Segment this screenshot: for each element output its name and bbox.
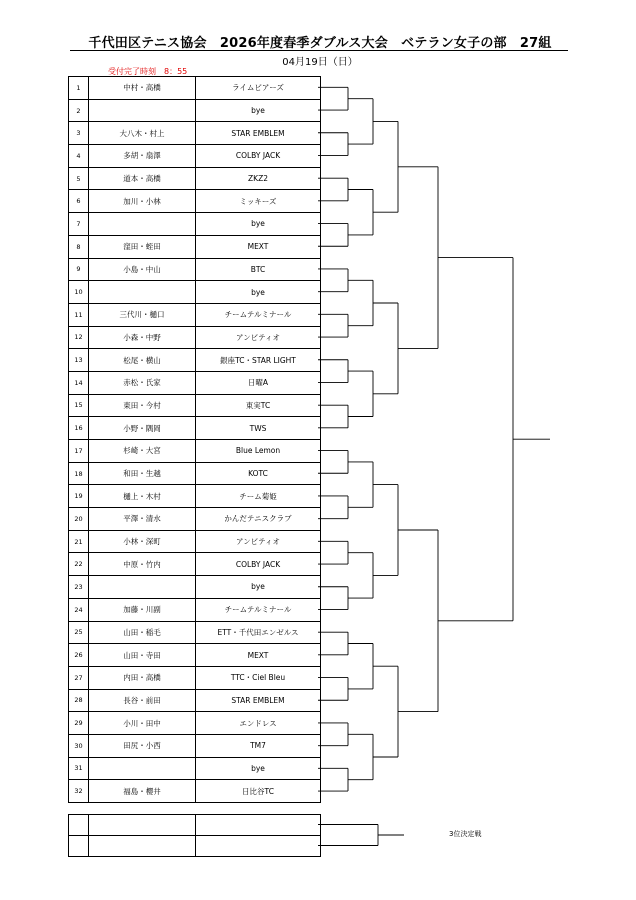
club-name: MEXT bbox=[196, 235, 321, 258]
slot-number: 18 bbox=[69, 462, 89, 485]
club-name: ライムビアーズ bbox=[196, 77, 321, 100]
slot-number: 21 bbox=[69, 530, 89, 553]
club-name: チーム菊姫 bbox=[196, 485, 321, 508]
club-name: エンドレス bbox=[196, 712, 321, 735]
player-names: 福島・櫻井 bbox=[89, 780, 196, 803]
player-names: 中村・高橋 bbox=[89, 77, 196, 100]
club-name: ZKZ2 bbox=[196, 167, 321, 190]
player-names: 小島・中山 bbox=[89, 258, 196, 281]
slot-number: 20 bbox=[69, 508, 89, 531]
slot-number: 5 bbox=[69, 167, 89, 190]
slot-number: 2 bbox=[69, 99, 89, 122]
player-names: 小川・田中 bbox=[89, 712, 196, 735]
slot-number: 17 bbox=[69, 440, 89, 463]
club-name: bye bbox=[196, 576, 321, 599]
player-names: 中原・竹内 bbox=[89, 553, 196, 576]
club-name: ミッキーズ bbox=[196, 190, 321, 213]
club-name: bye bbox=[196, 213, 321, 236]
slot-number: 32 bbox=[69, 780, 89, 803]
slot-number: 29 bbox=[69, 712, 89, 735]
player-names: 小森・中野 bbox=[89, 326, 196, 349]
slot-number: 12 bbox=[69, 326, 89, 349]
player-names: 三代川・樋口 bbox=[89, 303, 196, 326]
slot-number: 15 bbox=[69, 394, 89, 417]
slot-number: 19 bbox=[69, 485, 89, 508]
club-name: KOTC bbox=[196, 462, 321, 485]
club-name: ETT・千代田エンゼルス bbox=[196, 621, 321, 644]
player-names: 赤松・氏家 bbox=[89, 371, 196, 394]
club-name: COLBY JACK bbox=[196, 145, 321, 168]
player-names: 加藤・川副 bbox=[89, 598, 196, 621]
slot-number: 13 bbox=[69, 349, 89, 372]
slot-number: 1 bbox=[69, 77, 89, 100]
slot-number: 23 bbox=[69, 576, 89, 599]
player-names: 小野・隅岡 bbox=[89, 417, 196, 440]
player-names: 平澤・清水 bbox=[89, 508, 196, 531]
player-names: 山田・稲毛 bbox=[89, 621, 196, 644]
slot-number: 30 bbox=[69, 734, 89, 757]
player-names: 小林・深町 bbox=[89, 530, 196, 553]
player-names: 山田・寺田 bbox=[89, 644, 196, 667]
player-names: 大八木・村上 bbox=[89, 122, 196, 145]
club-name: チームテルミナール bbox=[196, 598, 321, 621]
slot-number: 27 bbox=[69, 666, 89, 689]
player-names: 加川・小林 bbox=[89, 190, 196, 213]
player-names: 和田・生越 bbox=[89, 462, 196, 485]
slot-number: 11 bbox=[69, 303, 89, 326]
club-name: かんだテニスクラブ bbox=[196, 508, 321, 531]
slot-number: 28 bbox=[69, 689, 89, 712]
club-name: bye bbox=[196, 99, 321, 122]
club-name: TM7 bbox=[196, 734, 321, 757]
club-name: bye bbox=[196, 757, 321, 780]
event-date: 04月19日（日） bbox=[282, 57, 358, 68]
club-name: TTC・Ciel Bleu bbox=[196, 666, 321, 689]
club-name: COLBY JACK bbox=[196, 553, 321, 576]
club-name: STAR EMBLEM bbox=[196, 122, 321, 145]
club-name: チームテルミナール bbox=[196, 303, 321, 326]
slot-number: 4 bbox=[69, 145, 89, 168]
slot-number: 3 bbox=[69, 122, 89, 145]
slot-number: 22 bbox=[69, 553, 89, 576]
slot-number: 26 bbox=[69, 644, 89, 667]
player-names: 内田・高橋 bbox=[89, 666, 196, 689]
player-names: 樋上・木村 bbox=[89, 485, 196, 508]
player-names: 道本・高橋 bbox=[89, 167, 196, 190]
player-names: 多胡・扇澤 bbox=[89, 145, 196, 168]
club-name: アンビティオ bbox=[196, 530, 321, 553]
club-name: 日曜A bbox=[196, 371, 321, 394]
slot-number: 10 bbox=[69, 281, 89, 304]
slot-number: 14 bbox=[69, 371, 89, 394]
club-name: 銀座TC・STAR LIGHT bbox=[196, 349, 321, 372]
player-names: 田尻・小西 bbox=[89, 734, 196, 757]
player-names: 窪田・蛭田 bbox=[89, 235, 196, 258]
slot-number: 8 bbox=[69, 235, 89, 258]
page-title: 千代田区テニス協会 2026年度春季ダブルス大会 ベテラン女子の部 27組 bbox=[88, 36, 552, 51]
club-name: Blue Lemon bbox=[196, 440, 321, 463]
club-name: STAR EMBLEM bbox=[196, 689, 321, 712]
club-name: MEXT bbox=[196, 644, 321, 667]
player-names: 松尾・横山 bbox=[89, 349, 196, 372]
club-name: bye bbox=[196, 281, 321, 304]
slot-number: 31 bbox=[69, 757, 89, 780]
slot-number: 24 bbox=[69, 598, 89, 621]
check-in-deadline: 受付完了時刻 8：55 bbox=[108, 67, 188, 76]
player-names: 東田・今村 bbox=[89, 394, 196, 417]
club-name: BTC bbox=[196, 258, 321, 281]
player-names: 杉崎・大宮 bbox=[89, 440, 196, 463]
player-names: 長谷・前田 bbox=[89, 689, 196, 712]
slot-number: 16 bbox=[69, 417, 89, 440]
slot-number: 7 bbox=[69, 213, 89, 236]
club-name: 日比谷TC bbox=[196, 780, 321, 803]
slot-number: 6 bbox=[69, 190, 89, 213]
third-place-match-label: 3位決定戦 bbox=[449, 830, 482, 838]
club-name: 東実TC bbox=[196, 394, 321, 417]
slot-number: 9 bbox=[69, 258, 89, 281]
slot-number: 25 bbox=[69, 621, 89, 644]
club-name: TWS bbox=[196, 417, 321, 440]
club-name: アンビティオ bbox=[196, 326, 321, 349]
